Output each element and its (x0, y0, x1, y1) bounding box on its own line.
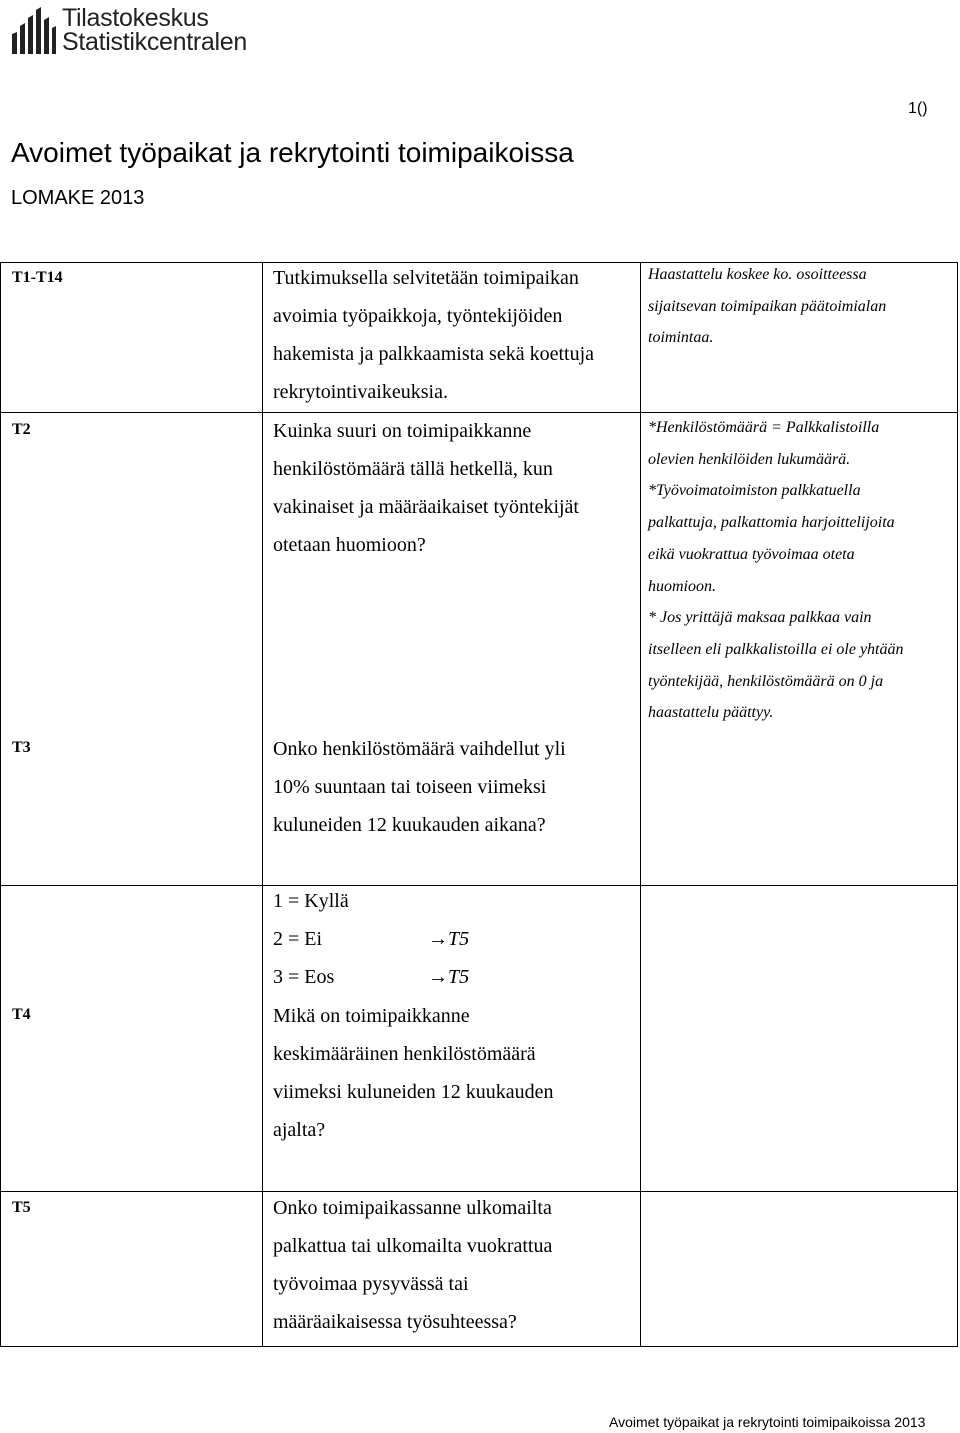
note-line: huomioon. (648, 577, 716, 595)
note-line: * Jos yrittäjä maksaa palkkaa vain (648, 609, 872, 627)
skip-instruction (428, 920, 469, 958)
question-code: T2 (12, 421, 31, 438)
skip-target: T5 (448, 928, 470, 950)
question-text (273, 259, 633, 411)
question-text (273, 997, 633, 1149)
note-line: palkattuja, palkattomia harjoittelijoita (648, 514, 895, 532)
page-number: 1() (908, 100, 928, 117)
question-line: viimeksi kuluneiden 12 kuukauden (273, 1081, 554, 1103)
note-line: *Henkilöstömäärä = Palkkalistoilla (648, 419, 880, 436)
question-text (273, 1189, 633, 1341)
question-line: ajalta? (273, 1119, 326, 1141)
logo-text-sv: Statistikcentralen (62, 28, 247, 56)
table-border-left (0, 262, 1, 1347)
question-line: keskimääräinen henkilöstömäärä (273, 1043, 536, 1065)
interviewer-note (648, 259, 958, 354)
question-line: kuluneiden 12 kuukauden aikana? (273, 814, 546, 836)
question-line: otetaan huomioon? (273, 534, 426, 556)
page-footer: Avoimet työpaikat ja rekrytointi toimipaikoissa 2013 (609, 1414, 926, 1430)
answer-option: 1 = Kyllä (273, 890, 349, 912)
column-divider (262, 262, 263, 1347)
note-line: työntekijää, henkilöstömäärä on 0 ja (648, 672, 884, 690)
question-line: Mikä on toimipaikkanne (273, 1005, 470, 1027)
note-line: haastattelu päättyy. (648, 704, 774, 722)
question-line: Kuinka suuri on toimipaikkanne (273, 420, 532, 442)
answer-option: 2 = Ei (273, 928, 323, 950)
note-line: toimintaa. (648, 329, 714, 347)
question-text (273, 412, 633, 564)
question-line: henkilöstömäärä tällä hetkellä, kun (273, 458, 553, 480)
note-line: itselleen eli palkkalistoilla ei ole yhtään (648, 640, 904, 658)
note-line: eikä vuokrattua työvoimaa oteta (648, 545, 855, 563)
note-line: *Työvoimatoimiston palkkatuella (648, 482, 861, 500)
question-line: Tutkimuksella selvitetään toimipaikan (273, 267, 579, 289)
note-line: sijaitsevan toimipaikan päätoimialan (648, 297, 887, 315)
question-line: Onko henkilöstömäärä vaihdellut yli (273, 738, 566, 760)
row-divider (0, 885, 958, 886)
question-line: hakemista ja palkkaamista sekä koettuja (273, 343, 594, 365)
question-line: avoimia työpaikkoja, työntekijöiden (273, 305, 563, 327)
question-line: palkattua tai ulkomailta vuokrattua (273, 1235, 553, 1257)
question-line: Onko toimipaikassanne ulkomailta (273, 1197, 552, 1219)
answer-option: 3 = Eos (273, 966, 335, 988)
table-border-bottom (0, 1346, 958, 1347)
question-code: T4 (12, 1006, 31, 1023)
column-divider (640, 262, 641, 1347)
question-text (273, 730, 633, 844)
page-subtitle: LOMAKE 2013 (11, 187, 145, 209)
question-code: T5 (12, 1199, 31, 1216)
question-code: T1-T14 (12, 269, 63, 286)
note-line: olevien henkilöiden lukumäärä. (648, 450, 851, 468)
logo-text-fi: Tilastokeskus (62, 4, 209, 32)
question-code: T3 (12, 739, 31, 756)
arrow-right-icon: → (428, 966, 448, 988)
question-line: määräaikaisessa työsuhteessa? (273, 1311, 517, 1333)
interviewer-note (648, 412, 958, 729)
skip-instruction (428, 958, 469, 996)
question-line: 10% suuntaan tai toiseen viimeksi (273, 776, 547, 798)
question-line: vakinaiset ja määräaikaiset työntekijät (273, 496, 579, 518)
page-title: Avoimet työpaikat ja rekrytointi toimipaikoissa (11, 137, 574, 168)
note-line: Haastattelu koskee ko. osoitteessa (648, 266, 867, 283)
skip-target: T5 (448, 966, 470, 988)
question-line: rekrytointivaikeuksia. (273, 381, 448, 403)
question-line: työvoimaa pysyvässä tai (273, 1273, 469, 1295)
arrow-right-icon: → (428, 928, 448, 950)
